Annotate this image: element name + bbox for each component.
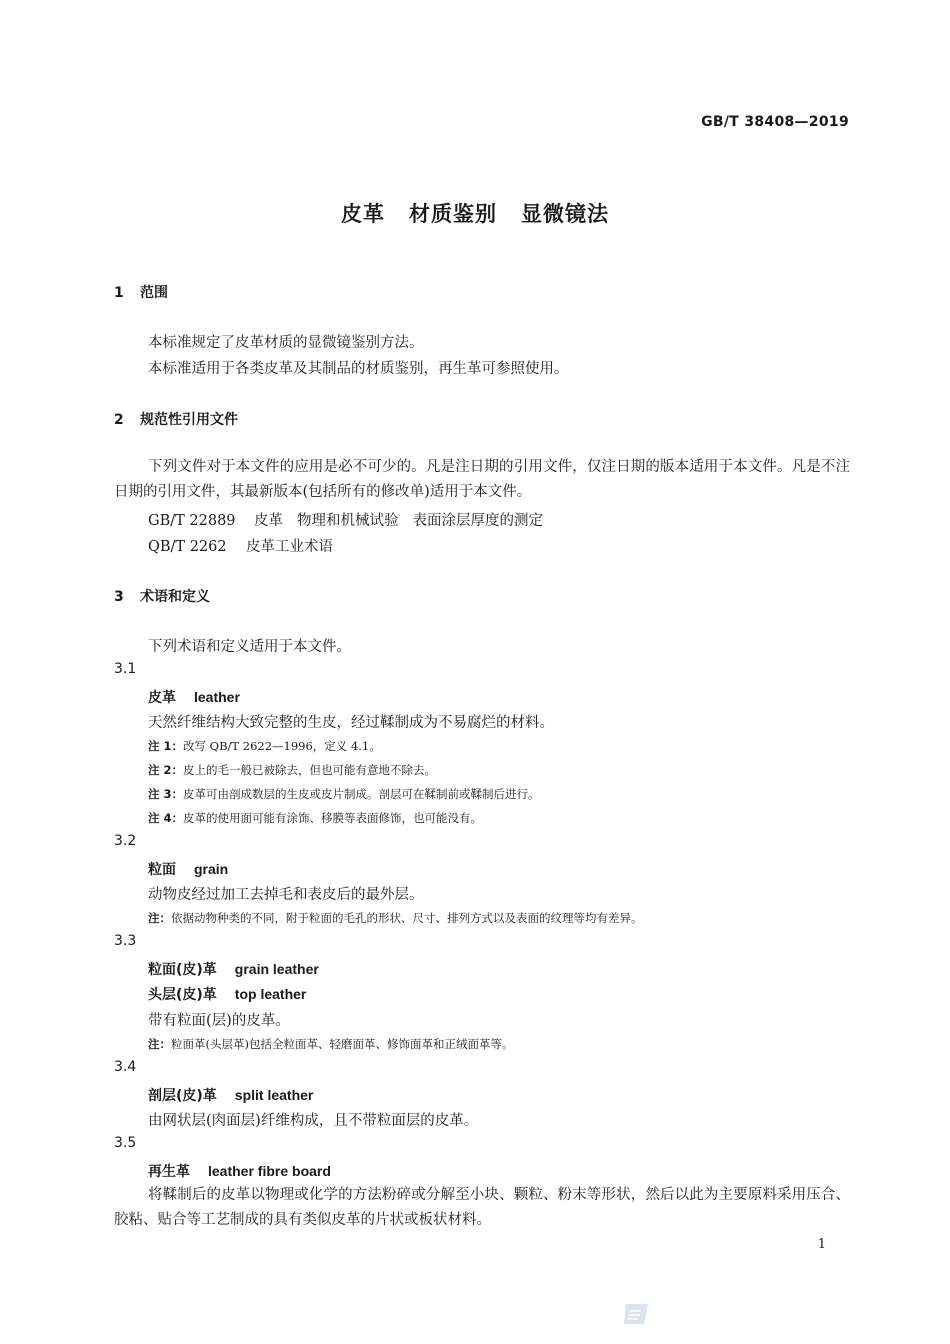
reference-item: QB/T 2262 皮革工业术语 bbox=[148, 539, 333, 555]
publisher-logo-icon bbox=[622, 1301, 650, 1327]
term-synonym-heading: 头层(皮)革 top leather bbox=[148, 986, 307, 1003]
reference-item: GB/T 22889 皮革 物理和机械试验 表面涂层厚度的测定 bbox=[148, 513, 543, 529]
term-heading: 粒面 grain bbox=[148, 861, 229, 878]
standard-number: GB/T 38408—2019 bbox=[701, 114, 849, 130]
section-3-intro: 下列术语和定义适用于本文件。 bbox=[148, 639, 351, 655]
term-note: 注 2：皮上的毛一般已被除去，但也可能有意地不除去。 bbox=[148, 763, 437, 777]
clause-number: 3.4 bbox=[114, 1059, 137, 1075]
term-note: 注 1：改写 QB/T 2622—1996，定义 4.1。 bbox=[148, 739, 381, 753]
term-definition: 天然纤维结构大致完整的生皮，经过鞣制成为不易腐烂的材料。 bbox=[148, 715, 554, 731]
term-note: 注 4：皮革的使用面可能有涂饰、移膜等表面修饰，也可能没有。 bbox=[148, 811, 483, 825]
section-2-heading: 2 规范性引用文件 bbox=[114, 412, 238, 428]
term-note: 注：粒面革(头层革)包括全粒面革、轻磨面革、修饰面革和正绒面革等。 bbox=[148, 1037, 514, 1051]
term-heading: 剖层(皮)革 split leather bbox=[148, 1087, 314, 1104]
term-definition: 将鞣制后的皮革以物理或化学的方法粉碎或分解至小块、颗粒、粉末等形状，然后以此为主要原料采用压合、胶粘、贴合等工艺制成的具有类似皮革的片状或板状材料。 bbox=[114, 1187, 850, 1228]
term-heading: 皮革 leather bbox=[148, 689, 240, 706]
section-2-intro: 下列文件对于本文件的应用是必不可少的。凡是注日期的引用文件，仅注日期的版本适用于本文件。凡是不注日期的引用文件，其最新版本(包括所有的修改单)适用于本文件。 bbox=[114, 459, 850, 500]
clause-number: 3.2 bbox=[114, 833, 137, 849]
section-1-paragraph-1: 本标准规定了皮革材质的显微镜鉴别方法。 bbox=[148, 335, 424, 351]
term-definition: 动物皮经过加工去掉毛和表皮后的最外层。 bbox=[148, 887, 424, 903]
term-note: 注：依据动物种类的不同，附于粒面的毛孔的形状、尺寸、排列方式以及表面的纹理等均有差异。 bbox=[148, 911, 643, 925]
section-1-paragraph-2: 本标准适用于各类皮革及其制品的材质鉴别，再生革可参照使用。 bbox=[148, 361, 569, 377]
term-heading: 再生革 leather fibre board bbox=[148, 1163, 331, 1180]
term-heading: 粒面(皮)革 grain leather bbox=[148, 961, 319, 978]
title-part-2: 材质鉴别 bbox=[409, 202, 497, 226]
page-number: 1 bbox=[817, 1237, 826, 1252]
clause-number: 3.1 bbox=[114, 661, 137, 677]
section-1-heading: 1 范围 bbox=[114, 285, 168, 301]
term-note: 注 3：皮革可由剖成数层的生皮或皮片制成。剖层可在鞣制前或鞣制后进行。 bbox=[148, 787, 540, 801]
document-title bbox=[0, 198, 950, 228]
term-definition: 带有粒面(层)的皮革。 bbox=[148, 1013, 290, 1029]
section-3-heading: 3 术语和定义 bbox=[114, 589, 210, 605]
term-definition: 由网状层(肉面层)纤维构成，且不带粒面层的皮革。 bbox=[148, 1113, 479, 1129]
clause-number: 3.5 bbox=[114, 1135, 137, 1151]
clause-number: 3.3 bbox=[114, 933, 137, 949]
title-part-3: 显微镜法 bbox=[521, 202, 609, 226]
title-part-1: 皮革 bbox=[341, 202, 385, 226]
